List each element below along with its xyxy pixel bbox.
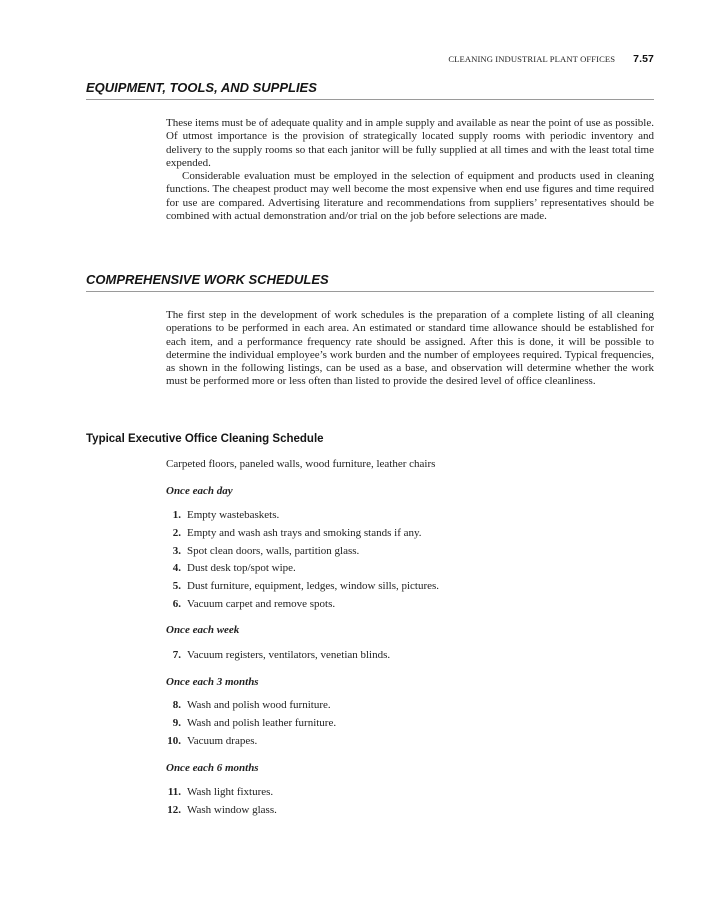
section-heading-schedules: COMPREHENSIVE WORK SCHEDULES [86,272,654,292]
task-text: Empty wastebaskets. [187,509,280,521]
equipment-body [166,117,654,223]
paragraph: Considerable evaluation must be employed in the selection of equipment and products used in cleaning functions. The cheapest product may well become the most expensive when end use figures and time required for use are compared. Advertising literature and recommendations from suppliers’ representatives should be combined with actual demonstration and/or trial on the job before selections are made. [166,170,654,223]
list-item [166,578,439,596]
task-list-weekly [166,647,390,665]
task-number: 4. [172,562,181,575]
task-number: 7. [172,649,181,661]
list-item [166,596,439,614]
frequency-label-weekly: Once each week [166,624,240,636]
list-item [166,784,277,802]
list-item [166,560,439,578]
list-item [166,715,336,733]
list-item [166,507,439,525]
task-text: Dust furniture, equipment, ledges, window sills, pictures. [187,580,440,593]
running-header [448,53,654,65]
frequency-label-daily: Once each day [166,485,233,497]
task-text: Wash window glass. [187,803,277,816]
task-number: 11. [167,786,181,798]
list-item [166,802,277,820]
task-number: 1. [172,509,181,521]
task-list-daily [166,507,439,614]
task-number: 12. [167,803,181,816]
running-title: CLEANING INDUSTRIAL PLANT OFFICES [448,54,616,64]
task-text: Vacuum registers, ventilators, venetian blinds. [187,649,391,661]
list-item [166,543,439,561]
task-text: Empty and wash ash trays and smoking stands if any. [187,526,422,539]
task-list-quarterly [166,697,336,750]
task-number: 5. [172,580,181,593]
task-text: Wash and polish wood furniture. [187,699,331,711]
task-number: 2. [172,526,181,539]
task-number: 6. [172,597,181,610]
schedules-body [166,309,654,389]
page-number: 7.57 [633,53,654,65]
list-item [166,525,439,543]
frequency-label-quarterly: Once each 3 months [166,676,259,688]
task-text: Vacuum carpet and remove spots. [187,597,336,610]
task-number: 3. [172,544,181,557]
list-item [166,697,336,715]
task-number: 10. [167,734,181,747]
task-text: Spot clean doors, walls, partition glass. [187,544,360,557]
section-heading-equipment: EQUIPMENT, TOOLS, AND SUPPLIES [86,80,654,100]
list-item [166,647,390,665]
task-text: Wash light fixtures. [187,786,274,798]
task-text: Dust desk top/spot wipe. [187,562,296,575]
task-list-semiannual [166,784,277,820]
task-number: 9. [172,716,181,729]
task-number: 8. [172,699,181,711]
schedule-title: Typical Executive Office Cleaning Schedule [86,433,324,445]
schedule-description: Carpeted floors, paneled walls, wood furniture, leather chairs [166,458,436,470]
list-item [166,733,336,751]
paragraph: These items must be of adequate quality and in ample supply and available as near the point of use as possible. Of utmost importance is the provision of strategically located supply rooms with periodic inventory and delivery to the supply rooms so that each janitor will be fully supplied at all times and with the least total time expended. [166,117,654,169]
task-text: Wash and polish leather furniture. [187,716,337,729]
task-text: Vacuum drapes. [187,734,258,747]
paragraph: The first step in the development of work schedules is the preparation of a complete listing of all cleaning operations to be performed in each area. An estimated or standard time allowance should be established for each item, and a performance frequency rate should be assigned. After this is done, it will be possible to determine the individual employee’s work burden and the number of employees required. Typical frequencies, as shown in the following listings, can be used as a base, and observation will determine whether the work must be performed more or less often than listed to provide the desired level of office cleanliness. [166,309,654,388]
frequency-label-semiannual: Once each 6 months [166,762,259,774]
